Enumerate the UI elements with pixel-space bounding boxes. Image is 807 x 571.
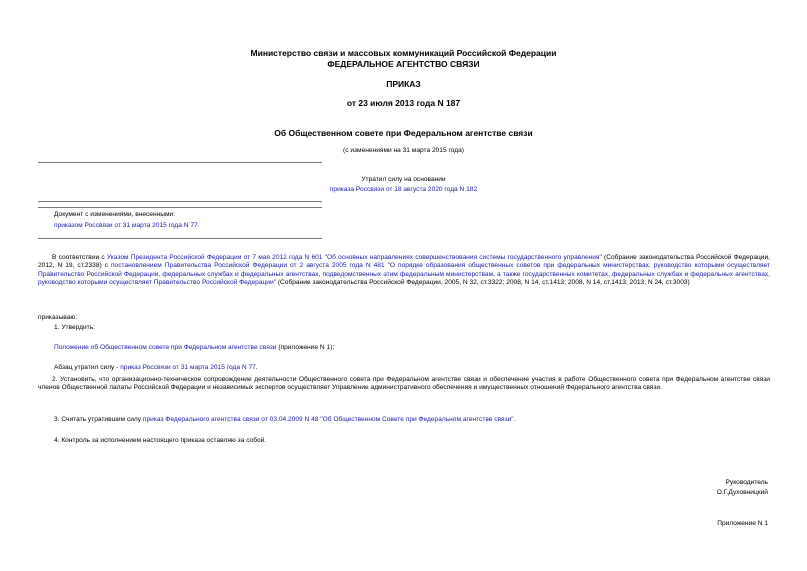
preamble-paragraph bbox=[38, 254, 770, 287]
changes-link[interactable]: приказом Россвязи от 31 марта 2015 года N 77. bbox=[54, 222, 200, 229]
regulation-link[interactable]: Положение об Общественном совете при Федеральном агентстве связи bbox=[54, 344, 277, 351]
lost-force-paragraph: Абзац утратил силу - приказ Россвязи от 31 марта 2015 года N 77. bbox=[54, 364, 258, 371]
doc-type: ПРИКАЗ bbox=[386, 79, 421, 89]
order-item-4: 4. Контроль за исполнением настоящего приказа оставляю за собой. bbox=[54, 437, 267, 444]
amendment-link[interactable]: приказ Россвязи от 31 марта 2015 года N 77 bbox=[120, 364, 256, 371]
order-item-2: 2. Установить, что организационно-техническое сопровождение деятельности Общественного совета при Федеральном агентстве связи и обеспечение участия в работе Общественного совета при Федеральном агентстве связи членов Общественной палаты Российской Федерации и независимых экспертов осуществляет Управление административного обеспечения и имущественных отношений Федерального агентства связи. bbox=[38, 376, 770, 392]
doc-title: Об Общественном совете при Федеральном агентстве связи bbox=[274, 128, 533, 138]
orders-word: приказываю: bbox=[38, 314, 78, 321]
appendix-label: Приложение N 1 bbox=[717, 520, 768, 527]
preamble-text: (Собрание законодательства Российской Федерации, 2005, N 32, ст.3322; 2008, N 14, ст.1413; 2008, N 14, ст.1413; 2013, N 24, ст.3003) bbox=[276, 278, 690, 286]
repealed-order-link[interactable]: приказ Федерального агентства связи от 03.04.2009 N 48 "Об Общественном Совете при Федеральном агентстве связи" bbox=[142, 416, 514, 423]
order-item-1-content: Положение об Общественном совете при Федеральном агентстве связи (приложение N 1); bbox=[54, 344, 335, 351]
status-text: Утратил силу на основании bbox=[361, 176, 446, 183]
decree-link[interactable]: Указом Президента Российской Федерации от 7 мая 2012 года N 601 "Об основных направлениях совершенствования системы государственного управления" bbox=[106, 254, 602, 261]
divider-line bbox=[38, 207, 322, 208]
divider-line bbox=[38, 238, 322, 239]
preamble-text: В соответствии с bbox=[52, 254, 107, 261]
divider-line bbox=[38, 201, 322, 202]
signature-position: Руководитель bbox=[725, 479, 768, 486]
preamble-text: (Собрание законодательства Российской Федерации, 2012, N 19, ст.2338) с bbox=[38, 254, 770, 270]
ministry-title: Министерство связи и массовых коммуникаций Российской Федерации bbox=[250, 48, 557, 58]
amended-note: (с изменениями на 31 марта 2015 года) bbox=[343, 147, 464, 154]
order-item-1: 1. Утвердить: bbox=[54, 324, 95, 331]
divider-line bbox=[38, 162, 322, 163]
order-item-3: 3. Считать утратившим силу приказ Федерального агентства связи от 03.04.2009 N 48 "Об Общественном Совете при Федеральном агентстве связи". bbox=[54, 416, 516, 423]
agency-title: ФЕДЕРАЛЬНОЕ АГЕНТСТВО СВЯЗИ bbox=[327, 59, 480, 69]
resolution-link[interactable]: постановлением Правительства Российской Федерации от 2 августа 2005 года N 481 "О порядке образования общественных советов при федеральных министерствах, руководство которыми осуществляет Правительство Российской Федерации, федеральных службах и федеральных агентствах, подведомственных этим федеральным министерствам, а также государственных комитетах, федеральных службах и федеральных агентствах, руководство которыми осуществляет Правительство Российской Федерации" bbox=[38, 262, 770, 286]
status-link[interactable]: приказа Россвязи от 18 августа 2020 года N 182 bbox=[329, 186, 478, 193]
changes-text: Документ с изменениями, внесенными: bbox=[54, 211, 176, 218]
doc-date-number: от 23 июля 2013 года N 187 bbox=[346, 98, 461, 108]
signature-name: О.Г.Духовницкий bbox=[716, 489, 768, 496]
